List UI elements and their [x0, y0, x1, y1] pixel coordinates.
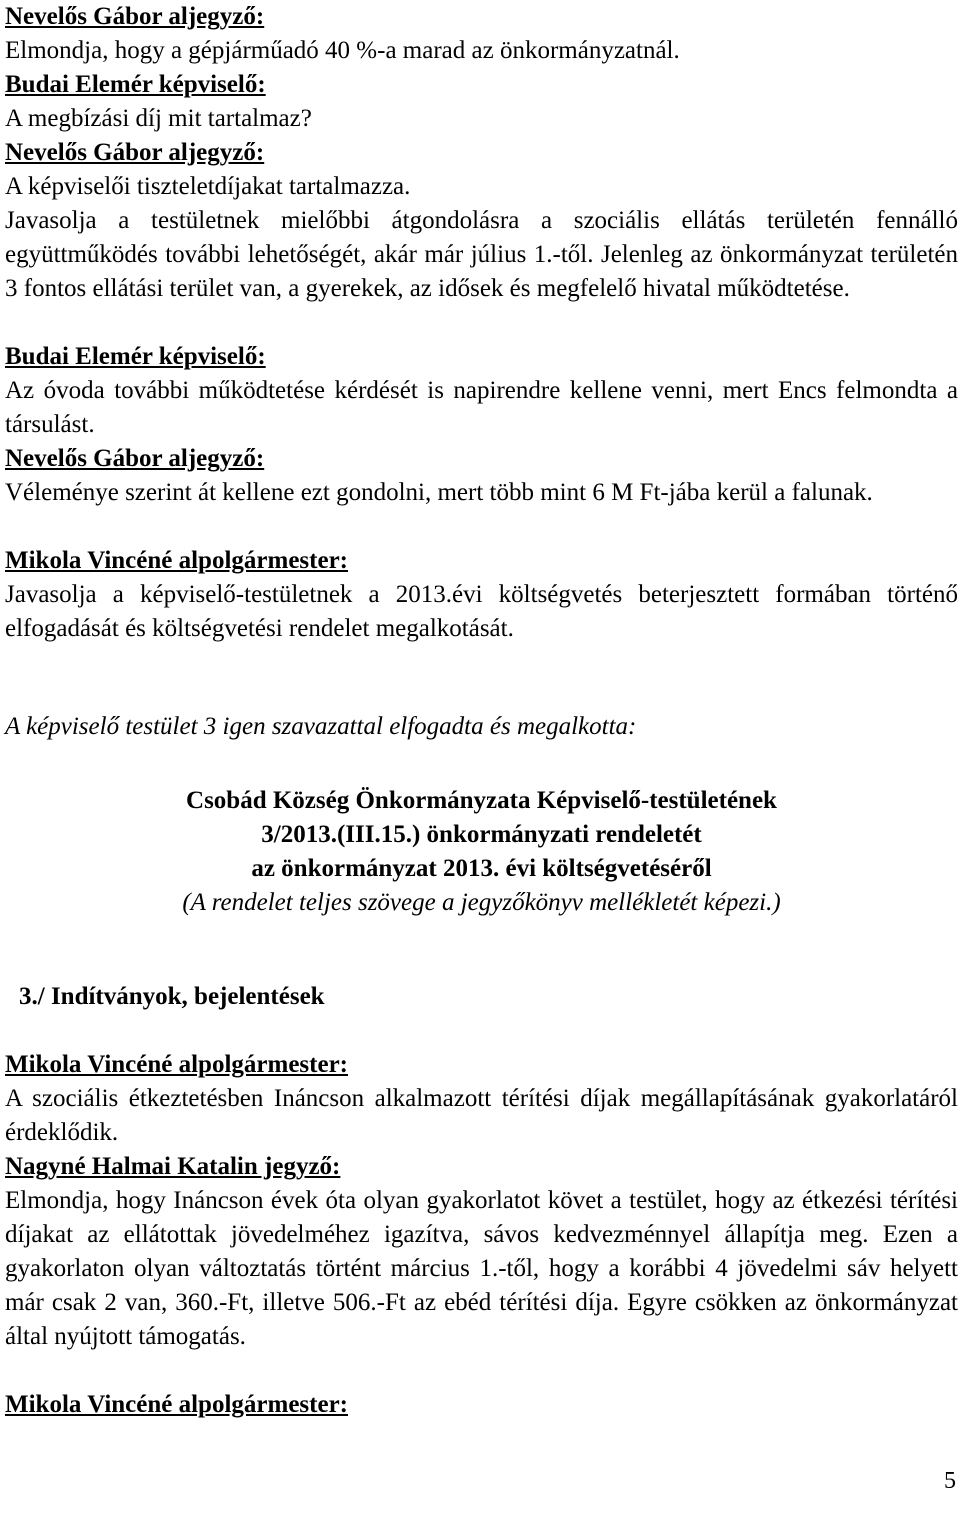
paragraph: Az óvoda további működtetése kérdését is napirendre kellene venni, mert Encs felmondta a társulást.	[5, 377, 958, 438]
speaker-label: Nevelős Gábor aljegyző:	[5, 445, 265, 472]
paragraph: Javasolja a képviselő-testületnek a 2013.évi költségvetés beterjesztett formában történő elfogadását és költségvetési rendelet megalkotását.	[5, 581, 958, 642]
page-number: 5	[944, 1468, 956, 1494]
paragraph: Elmondja, hogy a gépjárműadó 40 %-a marad az önkormányzatnál.	[5, 37, 680, 64]
paragraph: Véleménye szerint át kellene ezt gondolni, mert több mint 6 M Ft-jába kerül a falunak.	[5, 479, 873, 506]
speaker-label: Nagyné Halmai Katalin jegyző:	[5, 1153, 341, 1180]
vote-result: A képviselő testület 3 igen szavazattal elfogadta és megalkotta:	[5, 713, 637, 740]
decree-title: Csobád Község Önkormányzata Képviselő-testületének	[186, 787, 777, 814]
speaker-label: Mikola Vincéné alpolgármester:	[5, 547, 348, 574]
section-heading: 3./ Indítványok, bejelentések	[19, 983, 325, 1010]
paragraph: Javasolja a testületnek mielőbbi átgondolásra a szociális ellátás területén fennálló együttműködés további lehetőségét, akár már július 1.-től. Jelenleg az önkormányzat területén 3 fontos ellátási terület van, a gyerekek, az idősek és megfelelő hivatal működtetése.	[5, 207, 958, 302]
decree-number: 3/2013.(III.15.) önkormányzati rendeletét	[261, 821, 702, 848]
speaker-label: Budai Elemér képviselő:	[5, 343, 266, 370]
speaker-label: Nevelős Gábor aljegyző:	[5, 3, 265, 30]
speaker-label: Mikola Vincéné alpolgármester:	[5, 1391, 348, 1418]
speaker-label: Nevelős Gábor aljegyző:	[5, 139, 265, 166]
paragraph: Elmondja, hogy Ináncson évek óta olyan gyakorlatot követ a testület, hogy az étkezési térítési díjakat az ellátottak jövedelméhez igazítva, sávos kedvezménnyel állapítja meg. Ezen a gyakorlaton olyan változtatás történt március 1.-től, hogy a korábbi 4 jövedelmi sáv helyett már csak 2 van, 360.-Ft, illetve 506.-Ft az ebéd térítési díja. Egyre csökken az önkormányzat által nyújtott támogatás.	[5, 1187, 958, 1350]
paragraph: A megbízási díj mit tartalmaz?	[5, 105, 312, 132]
speaker-label: Mikola Vincéné alpolgármester:	[5, 1051, 348, 1078]
paragraph: A képviselői tiszteletdíjakat tartalmazza.	[5, 173, 411, 200]
paragraph: A szociális étkeztetésben Ináncson alkalmazott térítési díjak megállapításának gyakorlatáról érdeklődik.	[5, 1085, 958, 1146]
decree-subject: az önkormányzat 2013. évi költségvetéséről	[251, 855, 712, 882]
speaker-label: Budai Elemér képviselő:	[5, 71, 266, 98]
decree-note: (A rendelet teljes szövege a jegyzőkönyv mellékletét képezi.)	[182, 889, 781, 916]
